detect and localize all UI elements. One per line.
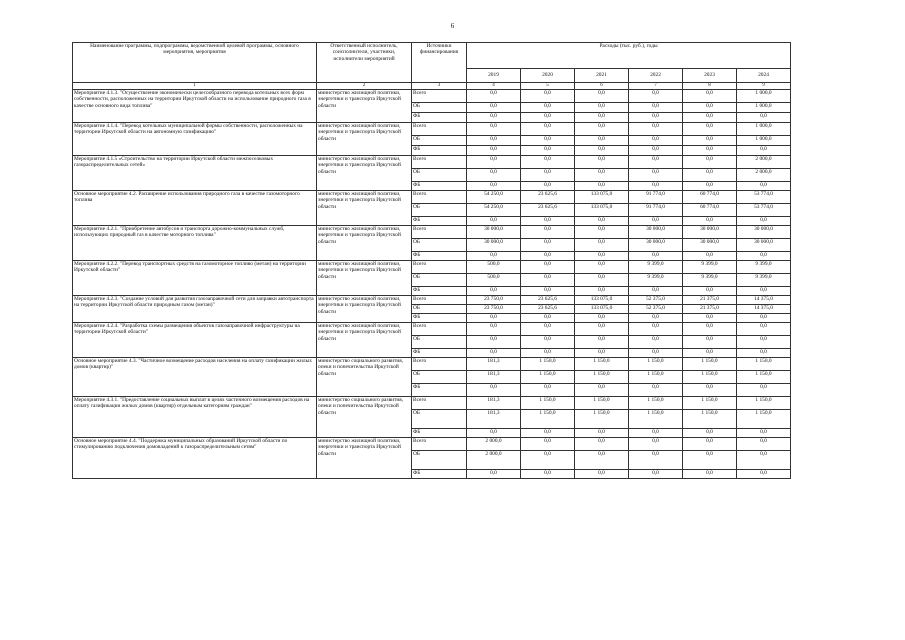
expense-value: 23 625,6 xyxy=(521,204,575,217)
expense-value: 0,0 xyxy=(467,323,521,336)
expense-value: 0,0 xyxy=(683,287,737,296)
expense-value: 0,0 xyxy=(521,451,575,470)
expense-value: 0,0 xyxy=(683,103,737,113)
expense-value: 23 750,0 xyxy=(467,296,521,305)
column-number: 9 xyxy=(737,83,791,90)
expense-value: 0,0 xyxy=(683,314,737,323)
header-source: Источники финансирования xyxy=(412,43,467,83)
expense-value: 2 000,0 xyxy=(737,156,791,169)
funding-source: ОБ xyxy=(412,336,467,349)
expense-value: 0,0 xyxy=(467,252,521,261)
expense-value: 0,0 xyxy=(521,470,575,479)
expense-value: 2 000,0 xyxy=(467,438,521,451)
expense-value: 0,0 xyxy=(629,429,683,438)
expense-value: 0,0 xyxy=(521,182,575,191)
expense-value: 1 150,0 xyxy=(629,358,683,371)
column-number: 2 xyxy=(317,83,412,90)
expense-value: 0,0 xyxy=(521,156,575,169)
executor-name: министерство жилищной политики, энергетики и транспорта Иркутской области xyxy=(317,191,412,226)
expense-value: 0,0 xyxy=(737,384,791,397)
expense-value: 181,3 xyxy=(467,371,521,384)
funding-source: Всего xyxy=(412,438,467,451)
expense-value: 0,0 xyxy=(737,336,791,349)
expense-value: 0,0 xyxy=(737,287,791,296)
expense-value: 0,0 xyxy=(683,323,737,336)
expense-value: 0,0 xyxy=(683,438,737,451)
page-number: 6 xyxy=(450,22,455,30)
year-header: 2023 xyxy=(683,69,737,83)
expense-value: 1 150,0 xyxy=(575,410,629,429)
activity-name: Мероприятие 4.2.3. "Создание условий для развития газозаправочной сети для заправки автотранспорта на территории Иркутской области природным газом (метан)" xyxy=(73,296,317,323)
expense-value: 0,0 xyxy=(575,182,629,191)
funding-source: ОБ xyxy=(412,136,467,146)
expense-value: 0,0 xyxy=(737,113,791,123)
column-number: 7 xyxy=(629,83,683,90)
activity-name: Основное мероприятие 4.3. "Частичное возмещение расходов населения на оплату газификации жилых домов (квартир)" xyxy=(73,358,317,397)
funding-source: Всего xyxy=(412,323,467,336)
year-header: 2020 xyxy=(521,69,575,83)
expense-value: 0,0 xyxy=(737,146,791,156)
executor-name: министерство жилищной политики, энергетики и транспорта Иркутской области xyxy=(317,296,412,323)
expense-value: 0,0 xyxy=(737,349,791,358)
expense-value: 0,0 xyxy=(683,136,737,146)
funding-source: ОБ xyxy=(412,204,467,217)
expense-value: 1 150,0 xyxy=(683,397,737,410)
expense-value: 0,0 xyxy=(737,252,791,261)
table-row xyxy=(73,438,791,451)
expense-value: 0,0 xyxy=(683,146,737,156)
expense-value: 0,0 xyxy=(521,261,575,274)
expense-value: 0,0 xyxy=(629,384,683,397)
expense-value: 9 399,0 xyxy=(683,261,737,274)
expense-value: 0,0 xyxy=(467,123,521,136)
funding-source: ФБ xyxy=(412,384,467,397)
expense-value: 0,0 xyxy=(629,252,683,261)
expense-value: 0,0 xyxy=(575,470,629,479)
expense-value: 1 150,0 xyxy=(737,397,791,410)
expense-value: 0,0 xyxy=(575,146,629,156)
funding-source: ФБ xyxy=(412,470,467,479)
expense-value: 133 075,0 xyxy=(575,296,629,305)
expense-value: 53 774,0 xyxy=(737,191,791,204)
expense-value: 0,0 xyxy=(629,287,683,296)
expense-value: 1 150,0 xyxy=(521,358,575,371)
funding-source: ФБ xyxy=(412,217,467,226)
expense-value: 0,0 xyxy=(467,169,521,182)
funding-source: ОБ xyxy=(412,451,467,470)
funding-source: Всего xyxy=(412,90,467,103)
expense-value: 1 150,0 xyxy=(683,358,737,371)
expense-value: 9 399,0 xyxy=(737,274,791,287)
expense-value: 0,0 xyxy=(737,217,791,226)
expense-value: 0,0 xyxy=(467,336,521,349)
expense-value: 0,0 xyxy=(521,252,575,261)
table-row xyxy=(73,323,791,336)
expense-value: 9 399,0 xyxy=(629,274,683,287)
expense-value: 1 150,0 xyxy=(683,410,737,429)
expense-value: 30 000,0 xyxy=(737,239,791,252)
expense-value: 0,0 xyxy=(467,90,521,103)
executor-name: министерство жилищной политики, энергетики и транспорта Иркутской области xyxy=(317,226,412,261)
column-number: 1 xyxy=(73,83,317,90)
expense-value: 60 774,0 xyxy=(683,204,737,217)
expense-value: 52 375,0 xyxy=(629,305,683,314)
expense-value: 2 000,0 xyxy=(467,451,521,470)
column-number: 6 xyxy=(575,83,629,90)
expense-value: 1 150,0 xyxy=(683,371,737,384)
expense-value: 0,0 xyxy=(683,90,737,103)
expense-value: 30 000,0 xyxy=(737,226,791,239)
expense-value: 30 000,0 xyxy=(467,226,521,239)
funding-source: Всего xyxy=(412,191,467,204)
expense-value: 0,0 xyxy=(521,384,575,397)
expense-value: 0,0 xyxy=(737,323,791,336)
expense-value: 0,0 xyxy=(467,349,521,358)
expense-value: 0,0 xyxy=(575,169,629,182)
executor-name: министерство жилищной политики, энергетики и транспорта Иркутской области xyxy=(317,261,412,296)
year-header: 2022 xyxy=(629,69,683,83)
expense-value: 9 399,0 xyxy=(737,261,791,274)
expense-value: 0,0 xyxy=(629,146,683,156)
expense-value: 1 150,0 xyxy=(521,410,575,429)
header-executor: Ответственный исполнитель, соисполнители, участники, исполнители мероприятий xyxy=(317,43,412,83)
expense-value: 0,0 xyxy=(629,90,683,103)
expense-value: 14 375,0 xyxy=(737,296,791,305)
expense-value: 0,0 xyxy=(575,349,629,358)
expense-value: 0,0 xyxy=(629,103,683,113)
expense-value: 1 150,0 xyxy=(575,371,629,384)
executor-name: министерство жилищной политики, энергетики и транспорта Иркутской области xyxy=(317,438,412,479)
funding-source: ОБ xyxy=(412,169,467,182)
expense-value: 30 000,0 xyxy=(467,239,521,252)
expense-value: 0,0 xyxy=(521,438,575,451)
expense-value: 0,0 xyxy=(629,113,683,123)
funding-source: ФБ xyxy=(412,314,467,323)
funding-source: Всего xyxy=(412,226,467,239)
expense-value: 1 150,0 xyxy=(737,358,791,371)
expense-value: 91 774,0 xyxy=(629,204,683,217)
activity-name: Основное мероприятие 4.4. "Поддержка муниципальных образований Иркутской области по стимулированию подключения домовладений к газораспределительным сетям" xyxy=(73,438,317,479)
activity-name: Мероприятие 4.1.3. "Осуществление экономически целесообразного перевода котельных всех форм собственности, расположенных на территории Иркутской области на использование природного газа в качестве основного вида топлива" xyxy=(73,90,317,123)
expense-value: 54 250,0 xyxy=(467,191,521,204)
expense-value: 0,0 xyxy=(521,429,575,438)
expense-value: 0,0 xyxy=(575,314,629,323)
expense-value: 0,0 xyxy=(629,314,683,323)
expense-value: 1 150,0 xyxy=(629,371,683,384)
expense-value: 1 150,0 xyxy=(521,397,575,410)
expense-value: 1 000,0 xyxy=(737,90,791,103)
expense-value: 133 075,0 xyxy=(575,204,629,217)
expense-value: 0,0 xyxy=(467,470,521,479)
expense-value: 0,0 xyxy=(575,217,629,226)
expense-value: 14 375,0 xyxy=(737,305,791,314)
expense-value: 0,0 xyxy=(575,261,629,274)
expense-value: 23 625,6 xyxy=(521,305,575,314)
expense-value: 0,0 xyxy=(521,274,575,287)
expense-value: 0,0 xyxy=(521,103,575,113)
expense-value: 0,0 xyxy=(575,336,629,349)
expense-value: 0,0 xyxy=(683,217,737,226)
expense-value: 0,0 xyxy=(521,169,575,182)
executor-name: министерство жилищной политики, энергетики и транспорта Иркутской области xyxy=(317,156,412,191)
expense-value: 1 000,0 xyxy=(737,123,791,136)
funding-source: Всего xyxy=(412,156,467,169)
expense-value: 0,0 xyxy=(521,226,575,239)
header-expenses: Расходы (тыс. руб.), годы xyxy=(467,43,791,69)
column-number: 5 xyxy=(521,83,575,90)
table-body xyxy=(73,90,791,479)
expense-value: 0,0 xyxy=(737,438,791,451)
expense-value: 0,0 xyxy=(575,226,629,239)
table-row xyxy=(73,191,791,204)
expense-value: 30 000,0 xyxy=(683,239,737,252)
expense-value: 0,0 xyxy=(521,146,575,156)
funding-source: Всего xyxy=(412,397,467,410)
expense-value: 0,0 xyxy=(683,169,737,182)
executor-name: министерство социального развития, опеки и попечительства Иркутской области xyxy=(317,397,412,438)
expense-value: 0,0 xyxy=(521,323,575,336)
expense-value: 1 000,0 xyxy=(737,103,791,113)
expense-value: 0,0 xyxy=(629,136,683,146)
expense-value: 0,0 xyxy=(467,146,521,156)
expense-value: 91 774,0 xyxy=(629,191,683,204)
expense-value: 0,0 xyxy=(521,90,575,103)
funding-source: ФБ xyxy=(412,349,467,358)
expense-value: 1 150,0 xyxy=(629,410,683,429)
expense-value: 21 375,0 xyxy=(683,296,737,305)
column-number: 8 xyxy=(683,83,737,90)
expense-value: 133 075,0 xyxy=(575,191,629,204)
expense-value: 0,0 xyxy=(683,336,737,349)
expense-value: 0,0 xyxy=(629,451,683,470)
expense-value: 0,0 xyxy=(467,314,521,323)
expense-value: 0,0 xyxy=(629,323,683,336)
expense-value: 1 150,0 xyxy=(737,371,791,384)
expense-value: 0,0 xyxy=(683,156,737,169)
expense-value: 0,0 xyxy=(467,429,521,438)
table-row xyxy=(73,296,791,305)
expense-value: 0,0 xyxy=(683,252,737,261)
funding-source: ОБ xyxy=(412,371,467,384)
expense-value: 9 399,0 xyxy=(683,274,737,287)
expense-value: 9 399,0 xyxy=(629,261,683,274)
budget-table xyxy=(72,42,791,479)
expense-value: 0,0 xyxy=(737,470,791,479)
funding-source: Всего xyxy=(412,123,467,136)
activity-name: Основное мероприятие 4.2. Расширение использования природного газа в качестве газомоторного топлива xyxy=(73,191,317,226)
expense-value: 0,0 xyxy=(575,113,629,123)
expense-value: 0,0 xyxy=(575,156,629,169)
expense-value: 0,0 xyxy=(467,113,521,123)
expense-value: 1 150,0 xyxy=(629,397,683,410)
expense-value: 0,0 xyxy=(629,336,683,349)
expense-value: 1 150,0 xyxy=(521,371,575,384)
column-number: 3 xyxy=(412,83,467,90)
expense-value: 0,0 xyxy=(629,182,683,191)
expense-value: 0,0 xyxy=(629,217,683,226)
activity-name: Мероприятие 4.2.2. "Перевод транспортных средств на газомоторное топливо (метан) на территории Иркутской области" xyxy=(73,261,317,296)
table-row xyxy=(73,261,791,274)
expense-value: 0,0 xyxy=(629,470,683,479)
expense-value: 0,0 xyxy=(575,384,629,397)
expense-value: 23 625,6 xyxy=(521,296,575,305)
expense-value: 0,0 xyxy=(575,239,629,252)
expense-value: 0,0 xyxy=(521,314,575,323)
expense-value: 0,0 xyxy=(521,123,575,136)
funding-source: Всего xyxy=(412,296,467,305)
expense-value: 1 000,0 xyxy=(737,136,791,146)
expense-value: 0,0 xyxy=(575,274,629,287)
expense-value: 0,0 xyxy=(737,429,791,438)
year-header: 2019 xyxy=(467,69,521,83)
activity-name: Мероприятие 4.1.4. "Перевод котельных муниципальной формы собственности, расположенных на территории Иркутской области на автономную газификацию" xyxy=(73,123,317,156)
expense-value: 0,0 xyxy=(521,217,575,226)
executor-name: министерство жилищной политики, энергетики и транспорта Иркутской области xyxy=(317,123,412,156)
expense-value: 53 774,0 xyxy=(737,204,791,217)
table-row xyxy=(73,156,791,169)
expense-value: 1 150,0 xyxy=(575,358,629,371)
funding-source: ФБ xyxy=(412,113,467,123)
expense-value: 0,0 xyxy=(467,384,521,397)
expense-value: 52 375,0 xyxy=(629,296,683,305)
table-row xyxy=(73,226,791,239)
funding-source: ОБ xyxy=(412,274,467,287)
expense-value: 0,0 xyxy=(629,349,683,358)
expense-value: 0,0 xyxy=(629,438,683,451)
expense-value: 0,0 xyxy=(683,182,737,191)
year-header: 2021 xyxy=(575,69,629,83)
expense-value: 21 375,0 xyxy=(683,305,737,314)
funding-source: ФБ xyxy=(412,146,467,156)
table-row xyxy=(73,358,791,371)
funding-source: ОБ xyxy=(412,103,467,113)
expense-value: 30 000,0 xyxy=(629,239,683,252)
expense-value: 181,3 xyxy=(467,358,521,371)
funding-source: ФБ xyxy=(412,252,467,261)
funding-source: ОБ xyxy=(412,410,467,429)
funding-source: Всего xyxy=(412,358,467,371)
expense-value: 23 750,0 xyxy=(467,305,521,314)
expense-value: 500,0 xyxy=(467,261,521,274)
expense-value: 0,0 xyxy=(467,182,521,191)
expense-value: 0,0 xyxy=(521,287,575,296)
expense-value: 2 000,0 xyxy=(737,169,791,182)
activity-name: Мероприятие 4.3.1. "Предоставление социальных выплат в целях частичного возмещения расходов на оплату газификации жилых домов (квартир) отдельным категориям граждан" xyxy=(73,397,317,438)
year-header: 2024 xyxy=(737,69,791,83)
table-row xyxy=(73,90,791,103)
executor-name: министерство жилищной политики, энергетики и транспорта Иркутской области xyxy=(317,90,412,123)
funding-source: ОБ xyxy=(412,305,467,314)
table-row xyxy=(73,123,791,136)
expense-value: 0,0 xyxy=(575,136,629,146)
expense-value: 0,0 xyxy=(737,182,791,191)
expense-value: 0,0 xyxy=(575,451,629,470)
executor-name: министерство жилищной политики, энергетики и транспорта Иркутской области xyxy=(317,323,412,358)
expense-value: 500,0 xyxy=(467,274,521,287)
expense-value: 181,3 xyxy=(467,397,521,410)
expense-value: 54 250,0 xyxy=(467,204,521,217)
expense-value: 0,0 xyxy=(575,287,629,296)
expense-value: 0,0 xyxy=(467,287,521,296)
expense-value: 0,0 xyxy=(467,136,521,146)
funding-source: Всего xyxy=(412,261,467,274)
expense-value: 0,0 xyxy=(521,136,575,146)
expense-value: 0,0 xyxy=(737,451,791,470)
funding-source: ФБ xyxy=(412,429,467,438)
expense-value: 0,0 xyxy=(575,103,629,113)
expense-value: 0,0 xyxy=(629,156,683,169)
funding-source: ФБ xyxy=(412,287,467,296)
activity-name: Мероприятие 4.2.1. "Приобретение автобусов и транспорта дорожно-коммунальных служб, использующих природный газ в качестве моторного топлива" xyxy=(73,226,317,261)
expense-value: 0,0 xyxy=(683,384,737,397)
expense-value: 181,3 xyxy=(467,410,521,429)
expense-value: 0,0 xyxy=(683,451,737,470)
executor-name: министерство социального развития, опеки и попечительства Иркутской области xyxy=(317,358,412,397)
expense-value: 60 774,0 xyxy=(683,191,737,204)
column-number: 4 xyxy=(467,83,521,90)
expense-value: 0,0 xyxy=(683,470,737,479)
expense-value: 1 150,0 xyxy=(737,410,791,429)
expense-value: 0,0 xyxy=(467,156,521,169)
expense-value: 0,0 xyxy=(575,123,629,136)
funding-source: ФБ xyxy=(412,182,467,191)
expense-value: 0,0 xyxy=(683,113,737,123)
expense-value: 0,0 xyxy=(683,349,737,358)
activity-name: Мероприятие 4.1.5 «Строительство на территории Иркутской области межпоселковых газораспределительных сетей» xyxy=(73,156,317,191)
expense-value: 0,0 xyxy=(683,123,737,136)
expense-value: 0,0 xyxy=(737,314,791,323)
expense-value: 1 150,0 xyxy=(575,397,629,410)
expense-value: 0,0 xyxy=(683,429,737,438)
expense-value: 133 075,0 xyxy=(575,305,629,314)
expense-value: 23 625,6 xyxy=(521,191,575,204)
expense-value: 30 000,0 xyxy=(683,226,737,239)
table-row xyxy=(73,397,791,410)
expense-value: 0,0 xyxy=(575,438,629,451)
expense-value: 0,0 xyxy=(521,336,575,349)
expense-value: 0,0 xyxy=(521,113,575,123)
funding-source: ОБ xyxy=(412,239,467,252)
expense-value: 0,0 xyxy=(467,217,521,226)
expense-value: 0,0 xyxy=(575,429,629,438)
activity-name: Мероприятие 4.2.4. "Разработка схемы размещения объектов газозаправочной инфраструктуры на территории Иркутской области" xyxy=(73,323,317,358)
expense-value: 0,0 xyxy=(629,123,683,136)
expense-value: 0,0 xyxy=(575,323,629,336)
expense-value: 0,0 xyxy=(521,239,575,252)
expense-value: 0,0 xyxy=(521,349,575,358)
expense-value: 30 000,0 xyxy=(629,226,683,239)
expense-value: 0,0 xyxy=(629,169,683,182)
expense-value: 0,0 xyxy=(575,252,629,261)
header-name: Наименование программы, подпрограммы, ведомственной целевой программы, основного мероприятия, мероприятия xyxy=(73,43,317,83)
expense-value: 0,0 xyxy=(575,90,629,103)
expense-value: 0,0 xyxy=(467,103,521,113)
